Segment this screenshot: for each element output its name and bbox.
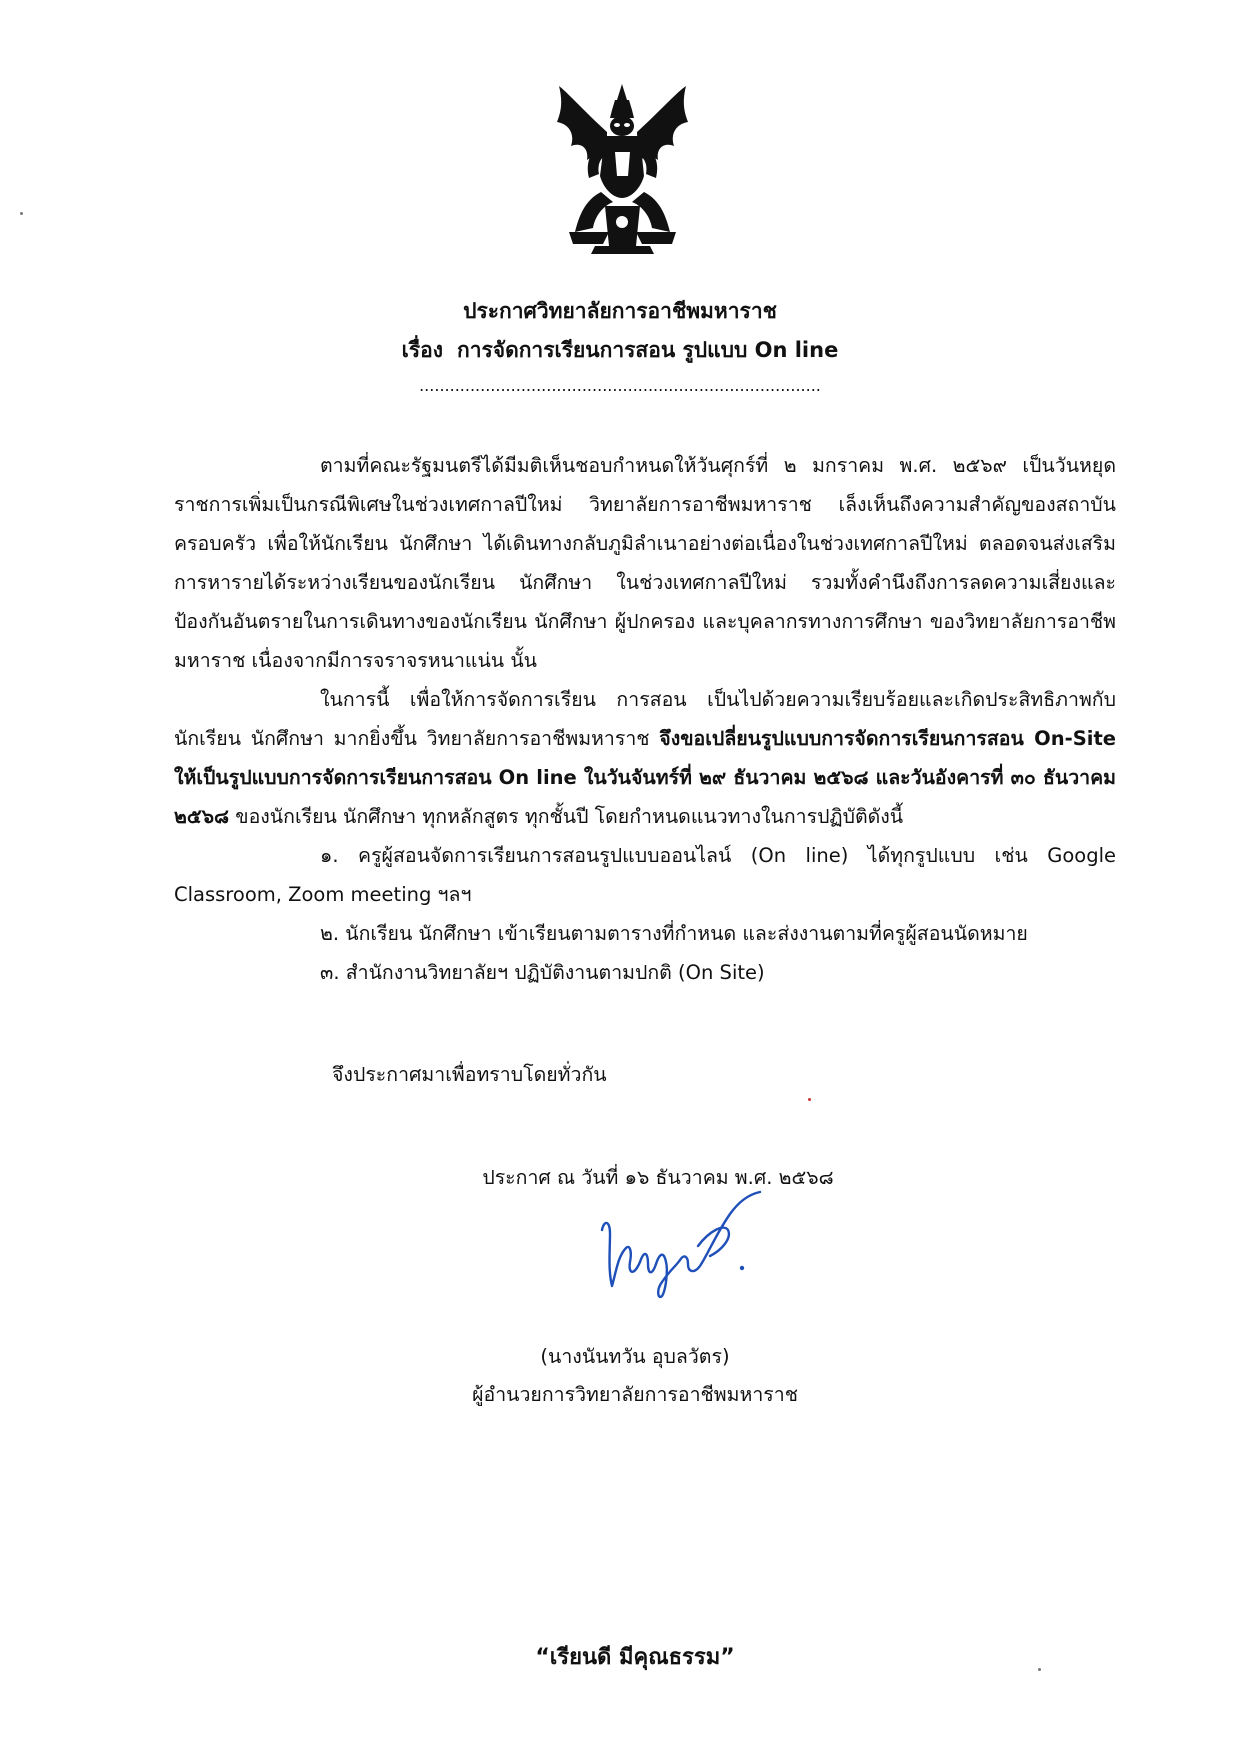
guideline-item-2: ๒. นักเรียน นักศึกษา เข้าเรียนตามตารางที่กำหนด และส่งงานตามที่ครูผู้สอนนัดหมาย [320,922,1028,945]
decision-end: ของนักเรียน นักศึกษา ทุกหลักสูตร ทุกชั้นปี โดยกำหนดแนวทางในการปฏิบัติดังนี้ [229,805,904,828]
announcement-body [174,446,1116,992]
signer-position: ผู้อำนวยการวิทยาลัยการอาชีพมหาราช [472,1383,798,1406]
paragraph-decision [174,680,1116,836]
announcement-date: ประกาศ ณ วันที่ ๑๖ ธันวาคม พ.ศ. ๒๕๖๘ [482,1166,834,1189]
closing-statement: จึงประกาศมาเพื่อทราบโดยทั่วกัน [332,1063,607,1086]
decision-intro: ในการนี้ เพื่อให้การจัดการเรียน การสอน เป็นไปด้วยความเรียบร้อยและเกิดประสิทธิภาพกับนักเรียน นักศึกษา มากยิ่งขึ้น วิทยาลัยการอาชีพมหาราช [174,688,1116,750]
announcement-title: ประกาศวิทยาลัยการอาชีพมหาราช [463,299,777,323]
college-motto: “เรียนดี มีคุณธรรม” [535,1645,735,1670]
subject-text: การจัดการเรียนการสอน รูปแบบ On line [456,338,839,362]
handwritten-signature [590,1190,780,1300]
guideline-item-3: ๓. สำนักงานวิทยาลัยฯ ปฏิบัติงานตามปกติ (On Site) [320,961,765,984]
scan-speck [1038,1668,1041,1671]
title-separator: ............................................................................... [419,376,821,395]
guideline-item-1: ๑. ครูผู้สอนจัดการเรียนการสอนรูปแบบออนไลน์ (On line) ได้ทุกรูปแบบ เช่น Google Classroom, Zoom meeting ฯลฯ [174,844,1116,906]
announcement-subject [0,335,1240,365]
garuda-emblem-icon [555,82,690,257]
subject-label: เรื่อง [401,338,443,362]
decision-bold-text: จึงขอเปลี่ยนรูปแบบการจัดการเรียนการสอน On-Site ให้เป็นรูปแบบการจัดการเรียนการสอน On line ในวันจันทร์ที่ ๒๙ ธันวาคม ๒๕๖๘ และวันอังคารที่ ๓๐ ธันวาคม ๒๕๖๘ [174,727,1116,828]
scan-speck [20,212,23,215]
signer-name: (นางนันทวัน อุบลวัตร) [540,1345,730,1368]
scan-speck [808,1098,811,1101]
paragraph-background: ตามที่คณะรัฐมนตรีได้มีมติเห็นชอบกำหนดให้วันศุกร์ที่ ๒ มกราคม พ.ศ. ๒๕๖๙ เป็นวันหยุดราชการเพิ่มเป็นกรณีพิเศษในช่วงเทศกาลปีใหม่ วิทยาลัยการอาชีพมหาราช เล็งเห็นถึงความสำคัญของสถาบันครอบครัว เพื่อให้นักเรียน นักศึกษา ได้เดินทางกลับภูมิลำเนาอย่างต่อเนื่องในช่วงเทศกาลปีใหม่ ตลอดจนส่งเสริมการหารายได้ระหว่างเรียนของนักเรียน นักศึกษา ในช่วงเทศกาลปีใหม่ รวมทั้งคำนึงถึงการลดความเสี่ยงและป้องกันอันตรายในการเดินทางของนักเรียน นักศึกษา ผู้ปกครอง และบุคลากรทางการศึกษา ของวิทยาลัยการอาชีพมหาราช เนื่องจากมีการจราจรหนาแน่น นั้น [174,454,1116,672]
